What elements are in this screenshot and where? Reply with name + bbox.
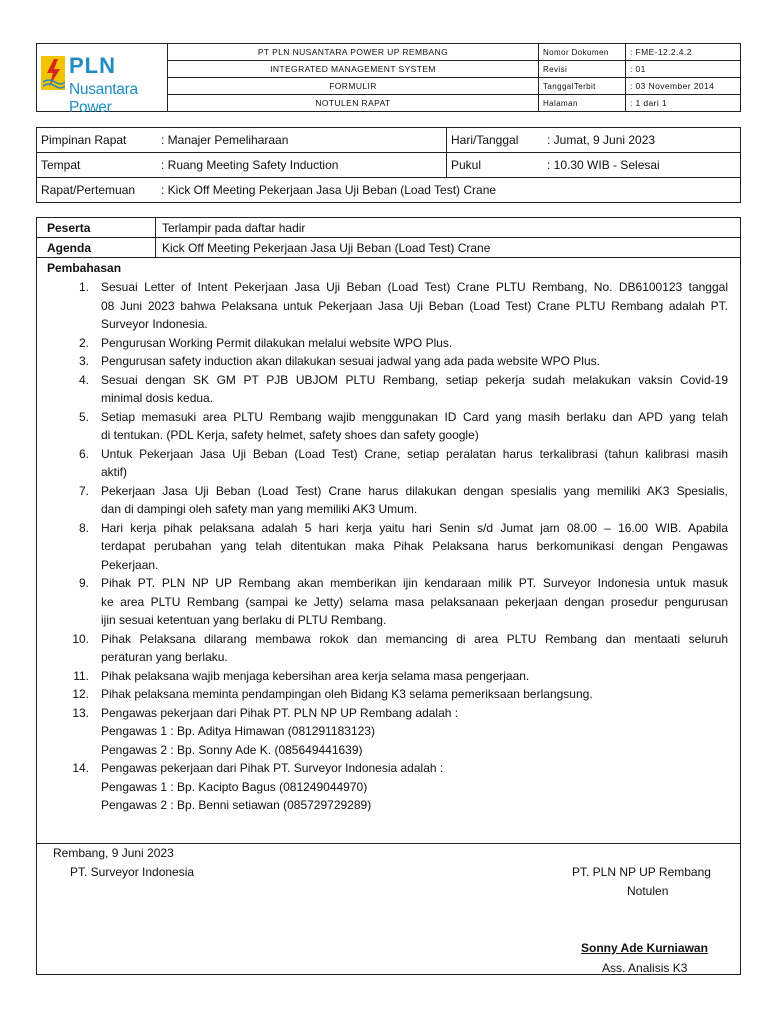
- item-line: Pengawas 1 : Bp. Aditya Himawan (081291183123): [101, 724, 375, 738]
- pln-logo: [37, 46, 167, 116]
- revision-label: Revisi: [539, 61, 626, 78]
- item-line: ke area PLTU Rembang (sampai ke Jetty) selama masa pelaksanaan pekerjaan dengan prosedur pengurusan: [101, 594, 728, 609]
- item-line: Pengawas 2 : Bp. Sonny Ade K. (085649441639): [101, 742, 363, 757]
- page-label: Halaman: [539, 95, 626, 112]
- place-label: Tempat: [37, 153, 158, 178]
- item-number: 7.: [78, 483, 89, 498]
- logo-subtext: Nusantara Power: [69, 80, 138, 116]
- page-value: : 1 dari 1: [626, 95, 741, 112]
- issue-date-value: : 03 November 2014: [626, 78, 741, 95]
- item-number: 13.: [72, 705, 89, 720]
- meeting-value: : Kick Off Meeting Pekerjaan Jasa Uji Beban (Load Test) Crane: [157, 178, 741, 203]
- item-number: 2.: [78, 335, 89, 350]
- item-line: Pengawas pekerjaan dari Pihak PT. Surveyor Indonesia adalah :: [101, 761, 444, 775]
- participants-row: [37, 218, 740, 238]
- list-item: [37, 482, 740, 519]
- meeting-info: [36, 127, 741, 203]
- item-number: 3.: [78, 354, 89, 368]
- company-name: PT PLN NUSANTARA POWER UP REMBANG: [168, 44, 539, 61]
- date-label: Hari/Tanggal: [447, 128, 544, 153]
- discussion-list: [37, 278, 740, 815]
- place-value: : Ruang Meeting Safety Induction: [157, 153, 447, 178]
- form-type: FORMULIR: [168, 78, 539, 95]
- left-organization: PT. Surveyor Indonesia: [70, 865, 195, 879]
- item-number: 14.: [72, 761, 89, 775]
- discussion-title: Pembahasan: [47, 261, 122, 275]
- list-item: [37, 574, 740, 630]
- list-item: [37, 759, 740, 815]
- item-line: Pihak PT. PLN NP UP Rembang akan memberikan ijin kendaraan milik PT. Surveyor Indonesia untuk masuk: [101, 576, 728, 590]
- right-organization: PT. PLN NP UP Rembang: [572, 865, 711, 879]
- item-line: di tentukan. (PDL Kerja, safety helmet, safety shoes dan safety google): [101, 428, 479, 442]
- item-line: Setiap memasuki area PLTU Rembang wajib menggunakan ID Card yang masih berlaku dan APD yang telah: [101, 409, 728, 424]
- item-line: aktif): [101, 465, 128, 479]
- agenda-value: Kick Off Meeting Pekerjaan Jasa Uji Beban (Load Test) Crane: [162, 241, 491, 255]
- issue-date-label: TanggalTerbit: [539, 78, 626, 95]
- item-number: 6.: [78, 446, 89, 461]
- agenda-label: Agenda: [47, 241, 92, 255]
- time-label: Pukul: [447, 153, 544, 178]
- revision-value: : 01: [626, 61, 741, 78]
- item-number: 11.: [73, 668, 89, 683]
- list-item: [37, 278, 740, 334]
- list-item: [37, 630, 740, 667]
- item-line: dan di dampingi oleh safety man yang memiliki AK3 Umum.: [101, 502, 418, 516]
- date-value: : Jumat, 9 Juni 2023: [543, 128, 741, 153]
- item-line: Sesuai Letter of Intent Pekerjaan Jasa Uji Beban (Load Test) Crane PLTU Rembang, No. DB6100123 tanggal: [101, 280, 728, 294]
- logo-cell: [37, 44, 168, 116]
- time-value: : 10.30 WIB - Selesai: [543, 153, 741, 178]
- meeting-label: Rapat/Pertemuan: [37, 178, 158, 203]
- list-item: [37, 667, 740, 686]
- logo-text: PLN: [69, 52, 116, 78]
- item-line: terdapat perubahan yang telah ditentukan maka Pihak Pelaksana harus berkomunikasi dengan Pengawas: [101, 539, 728, 553]
- signer-name: Sonny Ade Kurniawan: [581, 941, 708, 955]
- item-number: 1.: [78, 280, 89, 294]
- chair-label: Pimpinan Rapat: [37, 128, 158, 153]
- list-item: [37, 334, 740, 353]
- list-item: [37, 408, 740, 445]
- item-number: 9.: [78, 576, 89, 590]
- item-line: Untuk Pekerjaan Jasa Uji Beban (Load Test) Crane, setiap peralatan harus terkalibrasi (tahun kalibrasi masih: [101, 446, 728, 461]
- chair-value: : Manajer Pemeliharaan: [157, 128, 447, 153]
- item-line: minimal dosis kedua.: [101, 391, 214, 405]
- list-item: [37, 371, 740, 408]
- doc-number-value: : FME-12.2.4.2: [626, 44, 741, 61]
- item-line: Pihak pelaksana wajib menjaga kebersihan area kerja selama masa pengerjaan.: [101, 668, 530, 683]
- minutes-body: [36, 217, 741, 975]
- item-line: Pengurusan Working Permit dilakukan melalui website WPO Plus.: [101, 335, 453, 350]
- list-item: [37, 704, 740, 760]
- item-line: Pekerjaan Jasa Uji Beban (Load Test) Crane harus dilakukan dengan spesialis yang memiliki AK3 Spesialis,: [101, 483, 728, 498]
- item-line: peraturan yang berlaku.: [101, 650, 228, 664]
- item-line: Pengurusan safety induction akan dilakukan sesuai jadwal yang ada pada website WPO Plus.: [101, 354, 600, 368]
- agenda-row: [37, 238, 740, 258]
- right-role: Notulen: [627, 884, 669, 898]
- item-number: 4.: [78, 372, 89, 387]
- pln-logo-icon: [41, 56, 65, 90]
- item-line: Surveyor Indonesia.: [101, 317, 208, 331]
- item-line: Pengawas pekerjaan dari Pihak PT. PLN NP UP Rembang adalah :: [101, 705, 459, 720]
- signer-title: Ass. Analisis K3: [602, 961, 688, 975]
- place-date: Rembang, 9 Juni 2023: [53, 846, 174, 860]
- item-number: 8.: [78, 520, 89, 535]
- doc-number-label: Nomor Dokumen: [539, 44, 626, 61]
- document-header: [36, 43, 741, 116]
- item-line: Pengawas 2 : Bp. Benni setiawan (085729729289): [101, 798, 372, 812]
- item-line: Sesuai dengan SK GM PT PJB UBJOM PLTU Rembang, setiap pekerja sudah melakukan vaksin Covid-19: [101, 372, 728, 387]
- item-line: Pihak Pelaksana dilarang membawa rokok dan memancing di area PLTU Rembang dan mentaati seluruh: [101, 631, 728, 646]
- section-divider: [37, 843, 740, 844]
- participants-value: Terlampir pada daftar hadir: [162, 221, 306, 235]
- item-line: 08 Juni 2023 bahwa Pelaksana untuk Pekerjaan Jasa Uji Beban (Load Test) Crane PLTU Rembang adalah PT.: [101, 298, 728, 313]
- item-line: Pekerjaan.: [101, 557, 159, 572]
- item-line: Pengawas 1 : Bp. Kacipto Bagus (081249044970): [101, 779, 368, 794]
- item-number: 10.: [72, 631, 89, 646]
- item-line: Hari kerja pihak pelaksana adalah 5 hari kerja yaitu hari Senin s/d Jumat jam 08.00 – 16.00 WIB. Apabila: [101, 520, 728, 535]
- list-item: [37, 685, 740, 704]
- participants-label: Peserta: [47, 221, 91, 235]
- item-line: Pihak pelaksana meminta pendampingan oleh Bidang K3 selama pemeriksaan berlangsung.: [101, 687, 593, 701]
- item-number: 5.: [78, 409, 89, 424]
- item-line: ijin sesuai ketentuan yang berlaku di PLTU Rembang.: [101, 613, 387, 627]
- system-name: INTEGRATED MANAGEMENT SYSTEM: [168, 61, 539, 78]
- list-item: [37, 445, 740, 482]
- item-number: 12.: [72, 687, 89, 701]
- document-title: NOTULEN RAPAT: [168, 95, 539, 112]
- list-item: [37, 352, 740, 371]
- list-item: [37, 519, 740, 575]
